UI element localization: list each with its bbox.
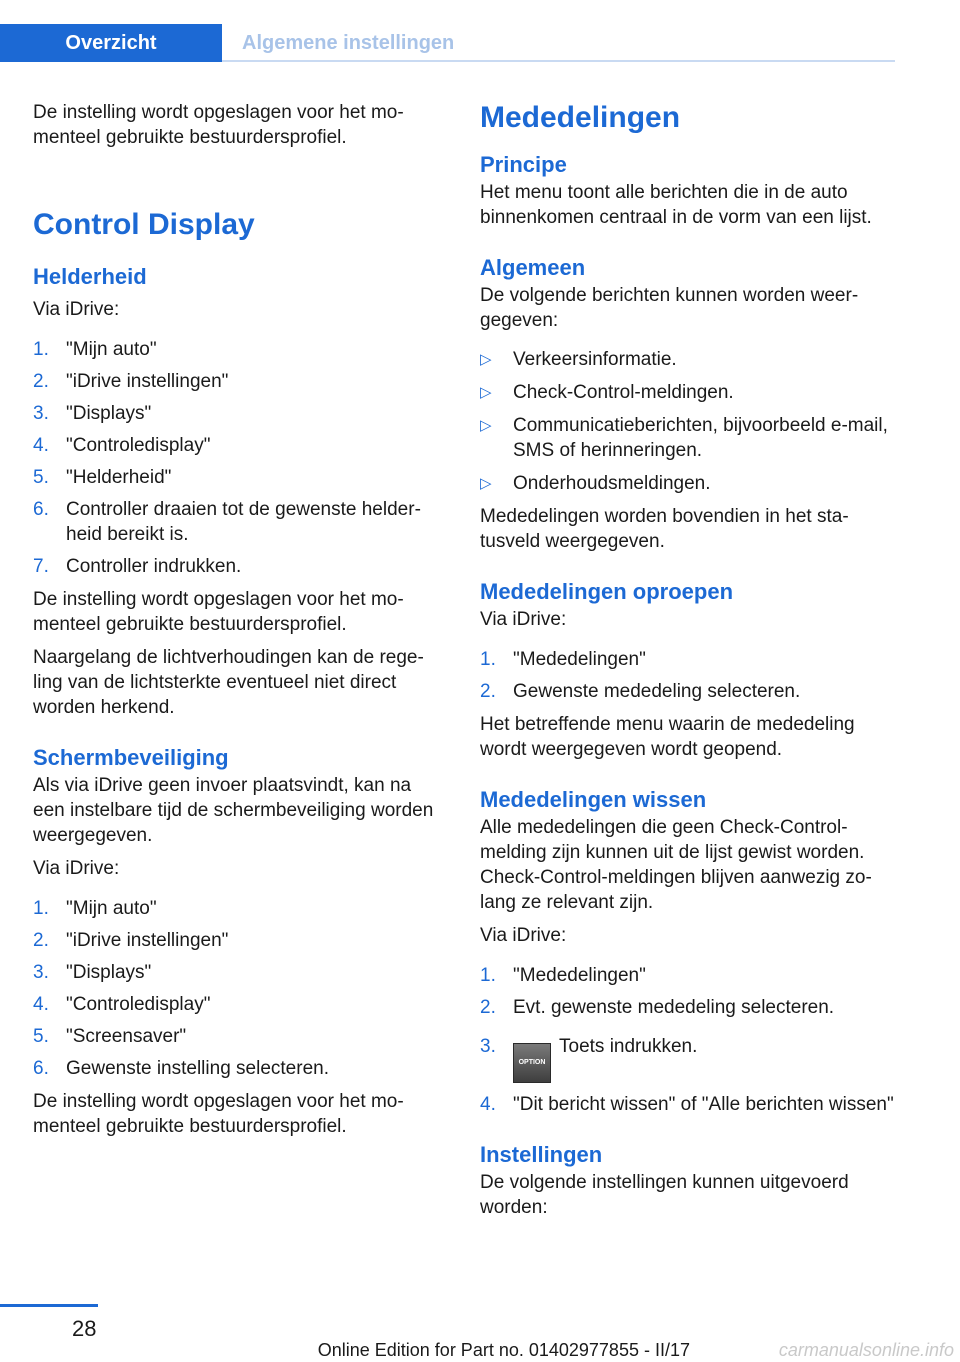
footer-divider [0,1304,98,1307]
step-number: 2. [480,681,496,702]
header-divider [222,60,895,62]
step-text: "iDrive instellingen" [66,930,229,951]
schermbeveiliging-steps [33,896,438,1081]
control-display-heading: Control Display [33,208,255,241]
step-text: Controller indrukken. [66,556,242,577]
left-column [33,100,438,1139]
step-number: 1. [480,649,496,670]
list-item [480,963,900,988]
helderheid-after-1: De instelling wordt opgeslagen voor het momenteel gebruikte bestuurdersprofiel. [33,589,404,635]
intro-paragraph: De instelling wordt opgeslagen voor het momenteel gebruikte bestuurdersprofiel. [33,102,404,148]
right-column [480,100,900,1220]
step-text: Controller draaien tot de gewenste helderheid bereikt is. [66,499,421,545]
step-number: 4. [33,994,49,1015]
algemeen-text: De volgende berichten kunnen worden weergegeven: [480,285,859,331]
step-text: "Displays" [66,962,152,983]
edition-note: Online Edition for Part no. 01402977855 - II/17 [317,1340,690,1360]
watermark: carmanualsonline.info [778,1340,954,1360]
step-number: 2. [33,930,49,951]
helderheid-via: Via iDrive: [33,299,120,320]
mededelingen-heading: Mededelingen [480,101,681,134]
bullet-text: Onderhoudsmeldingen. [513,473,711,494]
bullet-text: Verkeersinformatie. [513,349,677,370]
list-item [480,413,900,463]
wissen-via: Via iDrive: [480,925,567,946]
list-item [33,928,438,953]
step-text: "iDrive instellingen" [66,371,229,392]
tab-algemene-instellingen[interactable]: Algemene instellingen [242,31,455,54]
tab-overzicht[interactable]: Overzicht [0,24,222,62]
oproepen-after: Het betreffende menu waarin de mededeling wordt weergegeven wordt geopend. [480,714,855,760]
step-number: 5. [33,1026,49,1047]
helderheid-steps [33,337,438,579]
step-number: 4. [33,435,49,456]
step-number: 2. [33,371,49,392]
list-item [33,401,438,426]
schermbeveiliging-after: De instelling wordt opgeslagen voor het momenteel gebruikte bestuurdersprofiel. [33,1091,404,1137]
list-item [33,497,438,547]
algemeen-heading: Algemeen [480,255,586,280]
principe-heading: Principe [480,152,567,177]
step-text: "Displays" [66,403,152,424]
step-text: "Screensaver" [66,1026,187,1047]
step-number: 6. [33,499,49,520]
page-header [0,24,895,62]
bullet-text: Check-Control-meldingen. [513,382,734,403]
list-item [33,960,438,985]
step-number: 6. [33,1058,49,1079]
list-item [480,647,900,672]
instellingen-heading: Instellingen [480,1142,603,1167]
helderheid-heading: Helderheid [33,264,147,289]
step-number: 7. [33,556,49,577]
berichten-list [480,347,900,496]
list-item [480,347,900,372]
step-text: Evt. gewenste mededeling selecteren. [513,997,835,1018]
list-item [33,465,438,490]
list-item [33,369,438,394]
step-number: 5. [33,467,49,488]
list-item [33,337,438,362]
list-item [480,679,900,704]
step-text: "Mijn auto" [66,339,157,360]
step-number: 4. [480,1094,496,1115]
step-number: 3. [480,1036,496,1057]
list-item [480,1034,900,1083]
step-number: 1. [33,339,49,360]
step-number: 3. [33,962,49,983]
schermbeveiliging-via: Via iDrive: [33,858,120,879]
list-item [33,1056,438,1081]
triangle-bullet-icon: ▷ [480,475,492,492]
wissen-steps [480,963,900,1117]
algemeen-after: Mededelingen worden bovendien in het statusveld weergegeven. [480,506,849,552]
step-text: "Dit bericht wissen" of "Alle berichten wissen" [513,1094,894,1115]
step-text: "Controledisplay" [66,435,211,456]
list-item [480,995,900,1020]
list-item [33,433,438,458]
triangle-bullet-icon: ▷ [480,351,492,368]
step-text: "Controledisplay" [66,994,211,1015]
wissen-text: Alle mededelingen die geen Check-Control-melding zijn kunnen uit de lijst gewist worden. Check-Control-meldingen blijven aanwezig zolang ze relevant zijn. [480,817,872,913]
page-number: 28 [72,1316,97,1341]
schermbeveiliging-heading: Schermbeveiliging [33,745,229,770]
step-text: Gewenste instelling selecteren. [66,1058,329,1079]
list-item [33,554,438,579]
step-text: "Helderheid" [66,467,172,488]
step-text: "Mededelingen" [513,649,646,670]
oproepen-via: Via iDrive: [480,609,567,630]
list-item [480,471,900,496]
option-button-icon: OPTION [513,1043,551,1083]
instellingen-text: De volgende instellingen kunnen uitgevoerd worden: [480,1172,849,1218]
step-number: 1. [33,898,49,919]
wissen-heading: Mededelingen wissen [480,787,707,812]
schermbeveiliging-intro: Als via iDrive geen invoer plaatsvindt, kan na een instelbare tijd de schermbeveiliging worden weergegeven. [33,775,434,846]
step-text: Gewenste mededeling selecteren. [513,681,801,702]
oproepen-heading: Mededelingen oproepen [480,579,734,604]
principe-text: Het menu toont alle berichten die in de auto binnenkomen centraal in de vorm van een lijst. [480,182,872,228]
list-item [33,992,438,1017]
triangle-bullet-icon: ▷ [480,417,492,434]
oproepen-steps [480,647,900,704]
list-item [480,1092,900,1117]
list-item [33,896,438,921]
step-text: "Mededelingen" [513,965,646,986]
step-number: 1. [480,965,496,986]
bullet-text: Communicatieberichten, bijvoorbeeld e-mail, SMS of herinneringen. [513,415,888,461]
step-number: 3. [33,403,49,424]
step-text: Toets indrukken. [559,1036,698,1057]
list-item [480,380,900,405]
list-item [33,1024,438,1049]
helderheid-after-2: Naargelang de lichtverhoudingen kan de regeling van de lichtsterkte eventueel niet direct worden herkend. [33,647,424,718]
triangle-bullet-icon: ▷ [480,384,492,401]
step-number: 2. [480,997,496,1018]
step-text: "Mijn auto" [66,898,157,919]
